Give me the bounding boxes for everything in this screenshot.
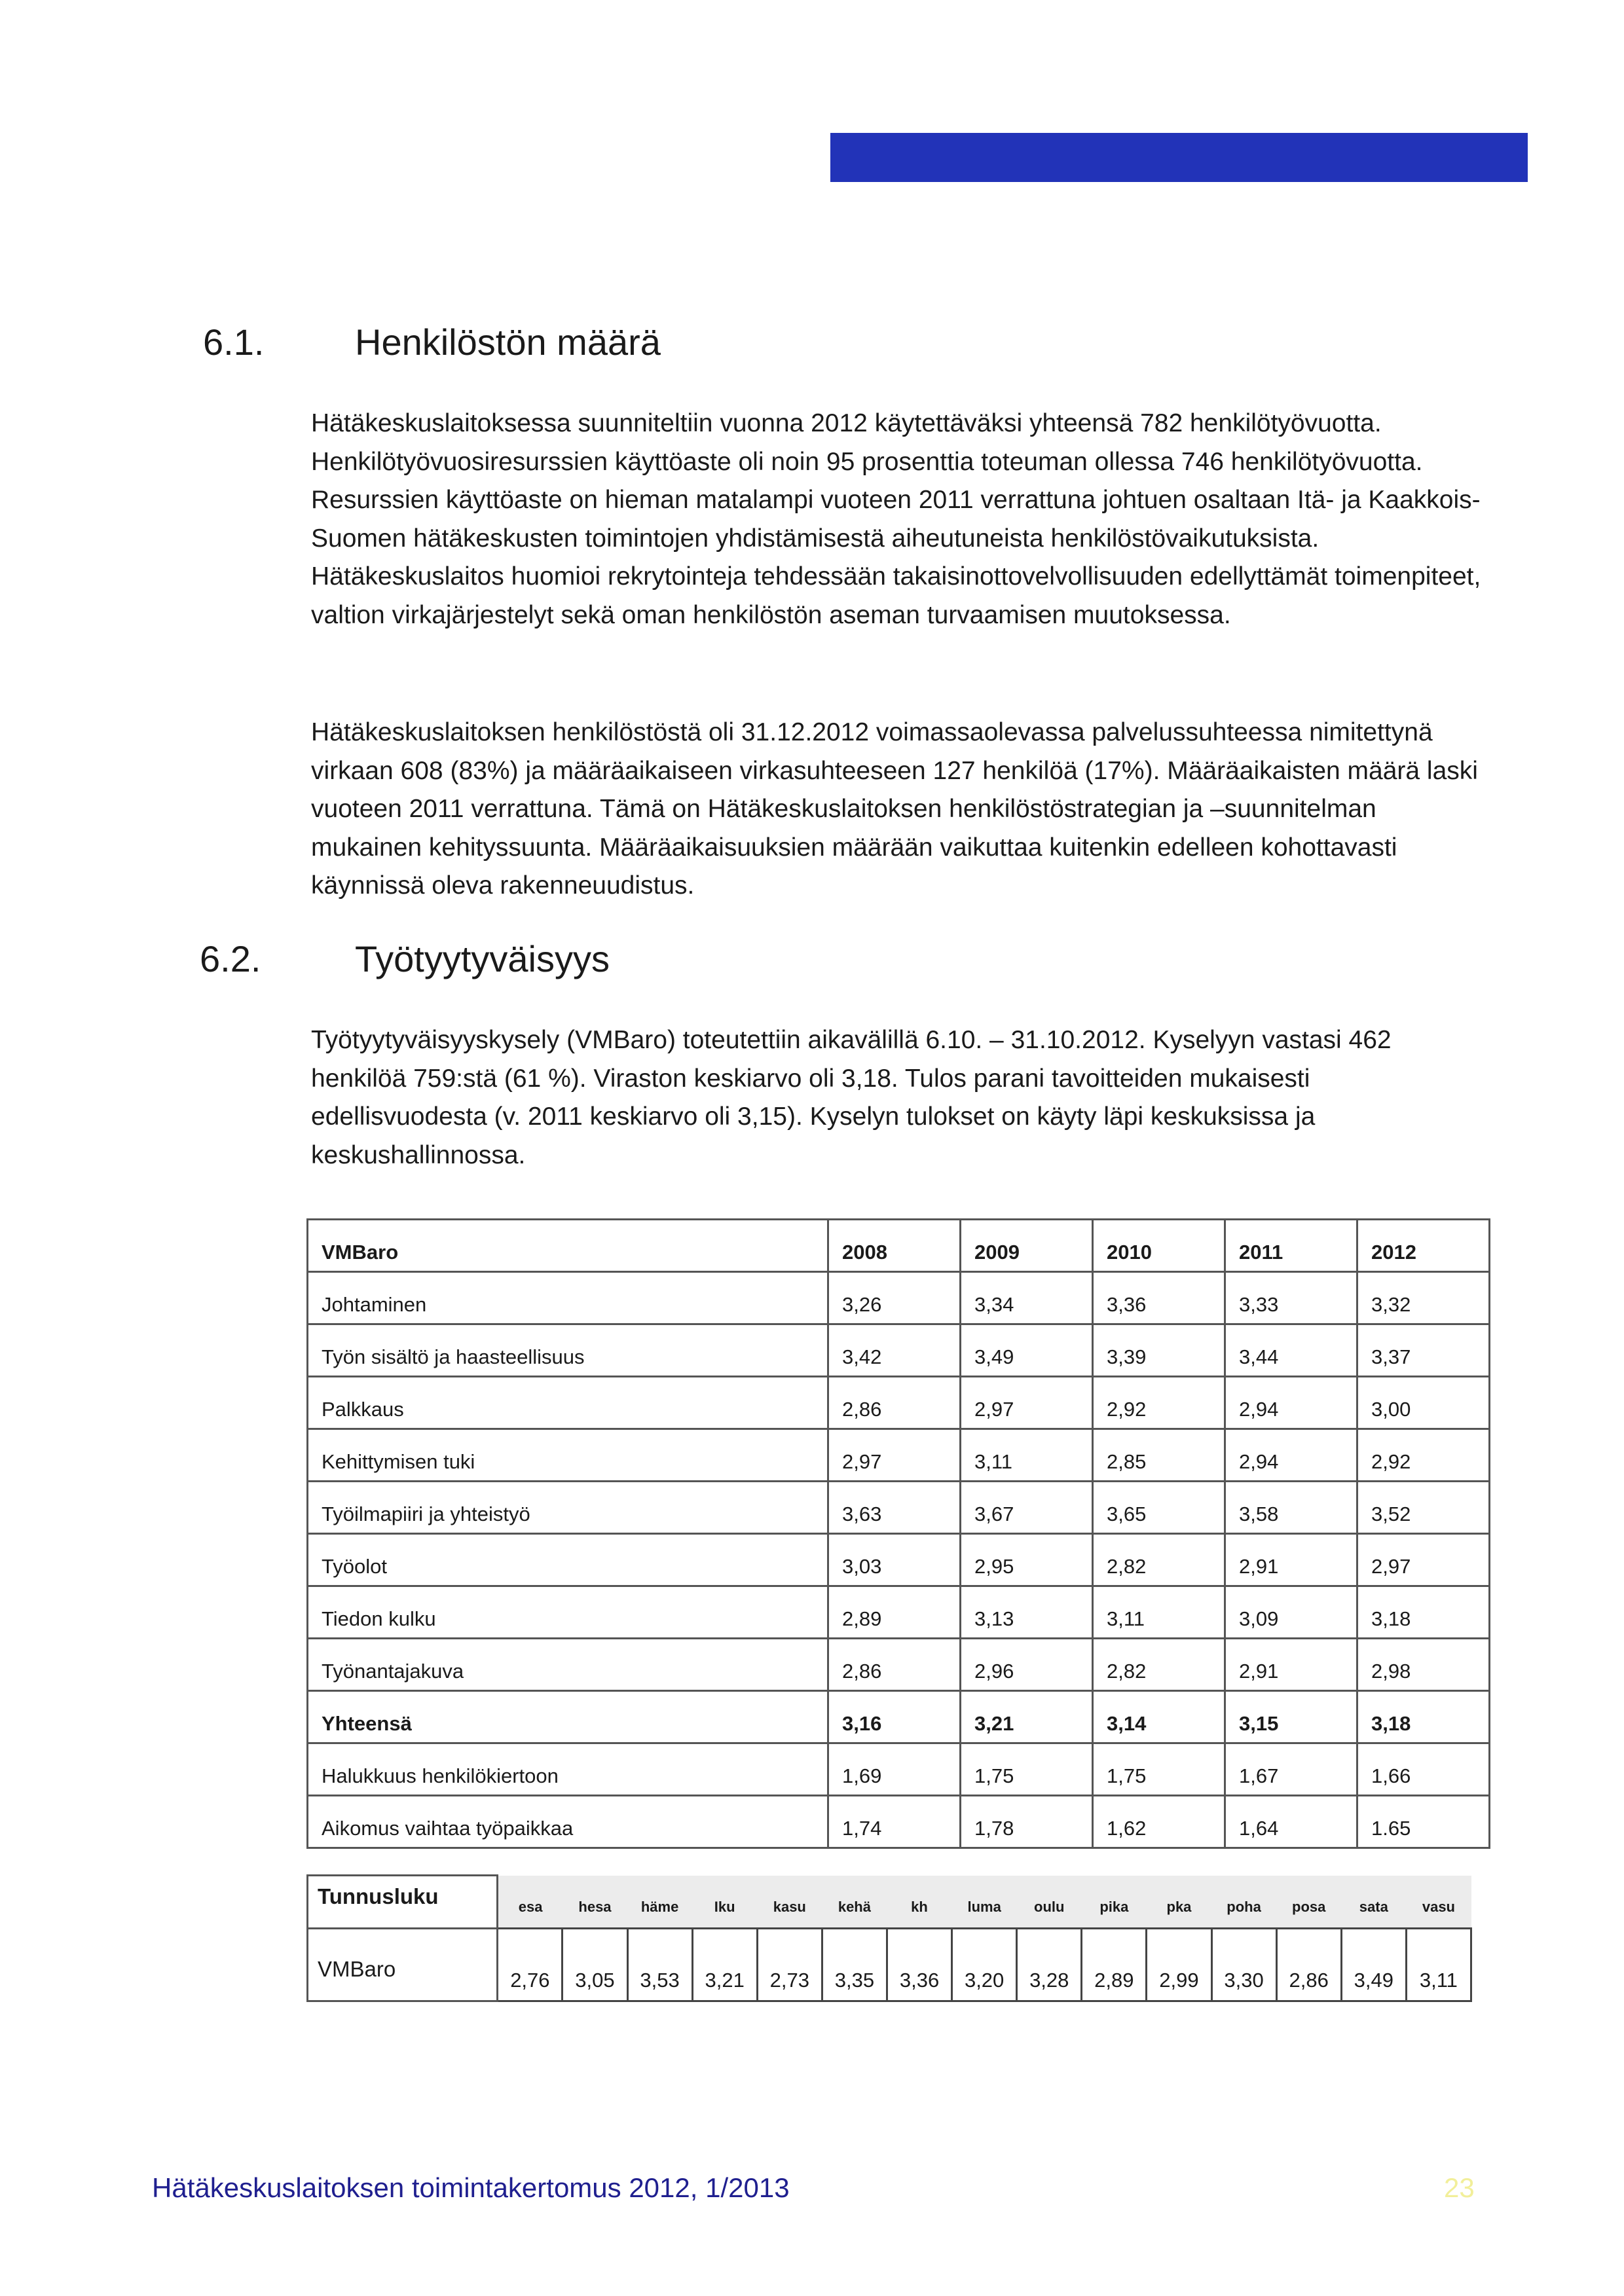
value-cell: 3,58 — [1225, 1482, 1357, 1534]
value-cell: 3,42 — [828, 1324, 961, 1377]
unit-value-cell: 2,86 — [1276, 1929, 1341, 2001]
unit-value-cell: 2,89 — [1082, 1929, 1147, 2001]
table-row — [308, 1429, 1490, 1482]
value-cell: 3,00 — [1357, 1377, 1490, 1429]
value-cell: 3,52 — [1357, 1482, 1490, 1534]
unit-value-cell: 3,36 — [887, 1929, 951, 2001]
value-cell: 1,74 — [828, 1796, 961, 1848]
value-cell: 3,33 — [1225, 1272, 1357, 1324]
unit-header-cell: häme — [627, 1876, 692, 1929]
unit-header-cell: hesa — [563, 1876, 627, 1929]
row-label-cell: Työn sisältö ja haasteellisuus — [308, 1324, 828, 1377]
unit-value-cell: 3,53 — [627, 1929, 692, 2001]
unit-value-cell: 2,99 — [1147, 1929, 1211, 2001]
row-label-cell: Palkkaus — [308, 1377, 828, 1429]
value-cell: 2,98 — [1357, 1639, 1490, 1691]
value-cell: 2,82 — [1093, 1639, 1225, 1691]
row-label-cell: Kehittymisen tuki — [308, 1429, 828, 1482]
section-number-6-2: 6.2. — [200, 938, 261, 979]
section-6-1-paragraph-2: Hätäkeskuslaitoksen henkilöstöstä oli 31.12.2012 voimassaolevassa palvelussuhteessa nimitettynä virkaan 608 (83%) ja määräaikaiseen virkasuhteeseen 127 henkilöä (17%). Määräaikaisten määrä laski vuoteen 2011 verrattuna. Tämä on Hätäkeskuslaitoksen henkilöstöstrategian ja –suunnitelman mukainen kehityssuunta. Määräaikaisuuksien määrään vaikuttaa kuitenkin edelleen kohottavasti käynnissä oleva rakenneuudistus. — [311, 718, 1478, 900]
value-cell: 2,91 — [1225, 1639, 1357, 1691]
unit-header-cell: luma — [952, 1876, 1017, 1929]
row-label-cell: Tiedon kulku — [308, 1586, 828, 1639]
section-title-tyotyytyvaisyys: Työtyytyväisyys — [355, 938, 610, 979]
table-row — [308, 1743, 1490, 1796]
value-cell: 3,37 — [1357, 1324, 1490, 1377]
value-cell: 3,26 — [828, 1272, 961, 1324]
unit-value-cell: 3,11 — [1406, 1929, 1471, 2001]
value-cell: 2,85 — [1093, 1429, 1225, 1482]
value-cell: 3,34 — [961, 1272, 1093, 1324]
section-title-henkiloston-maara: Henkilöstön määrä — [355, 321, 661, 363]
unit-value-cell: 3,28 — [1017, 1929, 1082, 2001]
unit-header-cell: sata — [1341, 1876, 1406, 1929]
value-cell: 2,91 — [1225, 1534, 1357, 1586]
value-cell: 1,75 — [961, 1743, 1093, 1796]
value-cell: 3,03 — [828, 1534, 961, 1586]
row-label-cell: Aikomus vaihtaa työpaikkaa — [308, 1796, 828, 1848]
value-cell: 3,18 — [1357, 1586, 1490, 1639]
unit-header-cell: kehä — [822, 1876, 887, 1929]
value-cell: 1,78 — [961, 1796, 1093, 1848]
unit-header-cell: kasu — [757, 1876, 822, 1929]
unit-value-cell: 3,35 — [822, 1929, 887, 2001]
table-row — [308, 1586, 1490, 1639]
value-cell: 1,75 — [1093, 1743, 1225, 1796]
value-cell: 3,13 — [961, 1586, 1093, 1639]
value-cell: 2,92 — [1357, 1429, 1490, 1482]
value-cell: 2,96 — [961, 1639, 1093, 1691]
value-cell: 3,15 — [1225, 1691, 1357, 1743]
row-label-cell: VMBaro — [308, 1220, 828, 1272]
section-6-2-paragraph-1: Työtyytyväisyyskysely (VMBaro) toteutettiin aikavälillä 6.10. – 31.10.2012. Kyselyyn vastasi 462 henkilöä 759:stä (61 %). Viraston keskiarvo oli 3,18. Tulos parani tavoitteiden mukaisesti edellisvuodesta (v. 2011 keskiarvo oli 3,15). Kyselyn tulokset on käyty läpi keskuksissa ja keskushallinnossa. — [311, 1026, 1392, 1169]
section-6-1-paragraph-1: Hätäkeskuslaitoksessa suunniteltiin vuonna 2012 käytettäväksi yhteensä 782 henkilötyövuotta. Henkilötyövuosiresurssien käyttöaste oli noin 95 prosenttia toteuman ollessa 746 henkilötyövuotta. Resurssien käyttöaste on hieman matalampi vuoteen 2011 verrattuna johtuen osaltaan Itä- ja Kaakkois-Suomen hätäkeskusten toimintojen yhdistämisestä aiheutuneista henkilöstövaikutuksista. Hätäkeskuslaitos huomioi rekrytointeja tehdessään takaisinottovelvollisuuden edellyttämät toimenpiteet, valtion virkajärjestelyt sekä oman henkilöstön aseman turvaamisen muutoksessa. — [311, 409, 1481, 629]
row-label-cell: Työolot — [308, 1534, 828, 1586]
value-cell: 1,66 — [1357, 1743, 1490, 1796]
table-row — [308, 1639, 1490, 1691]
value-cell: 2,95 — [961, 1534, 1093, 1586]
row-label-cell: Halukkuus henkilökiertoon — [308, 1743, 828, 1796]
unit-header-cell: vasu — [1406, 1876, 1471, 1929]
value-cell: 3,14 — [1093, 1691, 1225, 1743]
row-label-cell: Johtaminen — [308, 1272, 828, 1324]
value-cell: 2010 — [1093, 1220, 1225, 1272]
unit-header-cell: posa — [1276, 1876, 1341, 1929]
unit-comparison-table — [306, 1874, 1472, 2002]
value-cell: 2,97 — [1357, 1534, 1490, 1586]
value-cell: 3,49 — [961, 1324, 1093, 1377]
table-row — [308, 1691, 1490, 1743]
unit-header-cell: oulu — [1017, 1876, 1082, 1929]
table-header-row — [308, 1220, 1490, 1272]
value-cell: 2011 — [1225, 1220, 1357, 1272]
value-cell: 2,97 — [961, 1377, 1093, 1429]
unit-value-cell: 3,20 — [952, 1929, 1017, 2001]
value-cell: 3,18 — [1357, 1691, 1490, 1743]
table-row — [308, 1377, 1490, 1429]
header-color-bar — [830, 133, 1528, 182]
value-cell: 1,67 — [1225, 1743, 1357, 1796]
unit-value-cell: 3,30 — [1211, 1929, 1276, 2001]
table-row — [308, 1324, 1490, 1377]
value-cell: 1,69 — [828, 1743, 961, 1796]
tunnusluku-label: Tunnusluku — [308, 1876, 498, 1929]
footer-title: Hätäkeskuslaitoksen toimintakertomus 2012, 1/2013 — [152, 2172, 790, 2203]
value-cell: 2,82 — [1093, 1534, 1225, 1586]
table-row — [308, 1796, 1490, 1848]
value-cell: 2,86 — [828, 1377, 961, 1429]
value-cell: 2012 — [1357, 1220, 1490, 1272]
unit-value-cell: 3,05 — [563, 1929, 627, 2001]
value-cell: 3,11 — [961, 1429, 1093, 1482]
row-label-cell: Yhteensä — [308, 1691, 828, 1743]
value-cell: 3,09 — [1225, 1586, 1357, 1639]
value-cell: 2,92 — [1093, 1377, 1225, 1429]
value-cell: 1.65 — [1357, 1796, 1490, 1848]
unit-header-cell: poha — [1211, 1876, 1276, 1929]
value-cell: 2009 — [961, 1220, 1093, 1272]
unit-value-cell: 2,73 — [757, 1929, 822, 2001]
vmbaro-row-label: VMBaro — [308, 1929, 498, 2001]
unit-value-cell: 3,21 — [692, 1929, 757, 2001]
unit-header-cell: kh — [887, 1876, 951, 1929]
value-cell: 2,86 — [828, 1639, 961, 1691]
value-cell: 1,62 — [1093, 1796, 1225, 1848]
section-number-6-1: 6.1. — [203, 321, 265, 363]
value-cell: 2,94 — [1225, 1429, 1357, 1482]
value-cell: 3,67 — [961, 1482, 1093, 1534]
value-cell: 2,94 — [1225, 1377, 1357, 1429]
value-cell: 3,65 — [1093, 1482, 1225, 1534]
unit-header-cell: Iku — [692, 1876, 757, 1929]
value-cell: 2,89 — [828, 1586, 961, 1639]
value-cell: 3,36 — [1093, 1272, 1225, 1324]
value-cell: 3,16 — [828, 1691, 961, 1743]
unit-header-cell: pika — [1082, 1876, 1147, 1929]
value-cell: 3,11 — [1093, 1586, 1225, 1639]
value-cell: 3,21 — [961, 1691, 1093, 1743]
value-cell: 3,39 — [1093, 1324, 1225, 1377]
table-row — [308, 1482, 1490, 1534]
table-row — [308, 1272, 1490, 1324]
value-cell: 3,63 — [828, 1482, 961, 1534]
value-cell: 1,64 — [1225, 1796, 1357, 1848]
unit-value-cell: 3,49 — [1341, 1929, 1406, 2001]
row-label-cell: Työnantajakuva — [308, 1639, 828, 1691]
unit-header-cell: pka — [1147, 1876, 1211, 1929]
page-number: 23 — [1444, 2172, 1475, 2203]
unit-value-cell: 2,76 — [498, 1929, 563, 2001]
value-cell: 2,97 — [828, 1429, 961, 1482]
vmbaro-table — [306, 1218, 1490, 1849]
value-cell: 3,44 — [1225, 1324, 1357, 1377]
value-cell: 2008 — [828, 1220, 961, 1272]
value-cell: 3,32 — [1357, 1272, 1490, 1324]
unit-header-cell: esa — [498, 1876, 563, 1929]
table-row — [308, 1534, 1490, 1586]
row-label-cell: Työilmapiiri ja yhteistyö — [308, 1482, 828, 1534]
